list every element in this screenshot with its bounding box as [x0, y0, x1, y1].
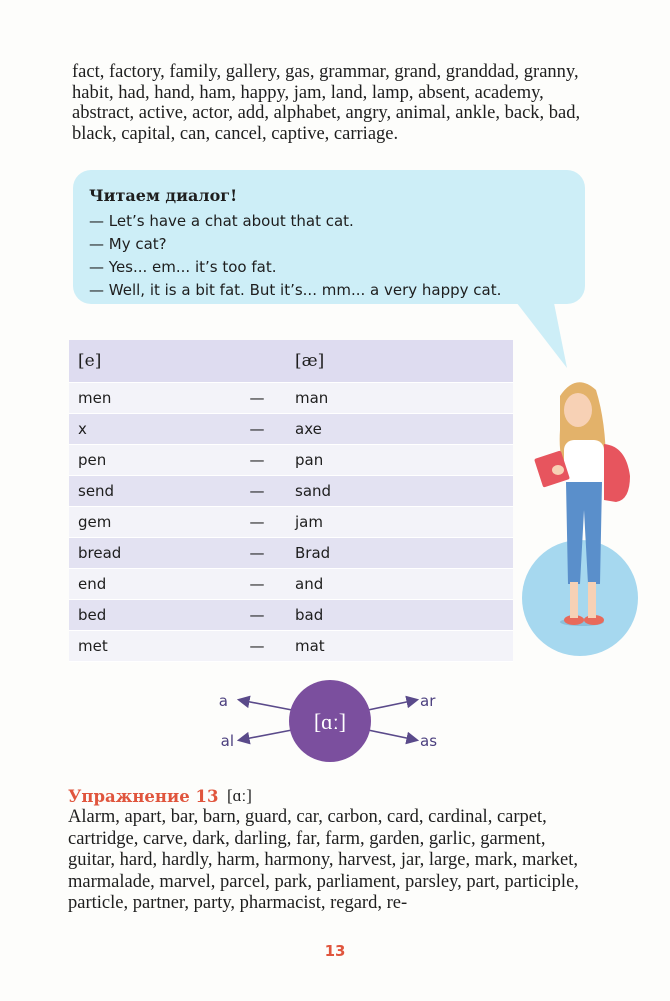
dash: — [228, 538, 286, 569]
intro-word-list: fact, factory, family, gallery, gas, grammar, grand, granddad, granny, habit, had, hand, ham, happy, jam, land, lamp, absent, academy, abstract, active, actor, add, alphabet, angry, animal, ankle, back, bad, black, capital, can, cancel, captive, carriage. [72, 62, 581, 144]
dialog-line: — Well, it is a bit fat. But it’s... mm... a very happy cat. [89, 281, 502, 299]
phoneme-table [69, 340, 513, 662]
spelling-al: al [220, 732, 234, 750]
spelling-ar: ar [420, 692, 436, 710]
dash: — [228, 631, 286, 662]
word-e: x [69, 414, 228, 445]
word-e: send [69, 476, 228, 507]
dialog-line: — Yes... em... it’s too fat. [89, 258, 277, 276]
shirt [564, 440, 604, 484]
word-e: pen [69, 445, 228, 476]
dash: — [228, 600, 286, 631]
spelling-a: a [218, 692, 228, 710]
table-header-row [69, 340, 513, 383]
word-e: men [69, 383, 228, 414]
word-ae: and [286, 569, 513, 600]
exercise-word-list: Alarm, apart, bar, barn, guard, car, carbon, card, cardinal, carpet, cartridge, carve, dark, darling, far, farm, garden, garlic, garment, guitar, hard, hardly, harm, harmony, harvest, jar, large, mark, market, marmalade, marvel, parcel, park, parliament, parsley, part, participle, particle, partner, party, pharmacist, regard, re- [68, 807, 579, 913]
word-e: end [69, 569, 228, 600]
exercise-sound-symbol: [ɑː] [227, 786, 252, 805]
word-ae: Brad [286, 538, 513, 569]
word-ae: sand [286, 476, 513, 507]
word-e: met [69, 631, 228, 662]
left-leg [570, 582, 578, 618]
center-sound: [ɑː] [313, 709, 347, 734]
arrow-to-ar [368, 700, 416, 710]
dash: — [228, 414, 286, 445]
a-sound-diagram [200, 680, 460, 776]
page-number: 13 [324, 942, 346, 960]
dash: — [228, 507, 286, 538]
arrow-to-as [368, 730, 416, 740]
word-ae: jam [286, 507, 513, 538]
dialog-bubble [73, 170, 585, 304]
word-ae: axe [286, 414, 513, 445]
spelling-as: as [420, 732, 438, 750]
dash: — [228, 569, 286, 600]
word-e: bed [69, 600, 228, 631]
word-ae: mat [286, 631, 513, 662]
table-row [69, 414, 513, 445]
dialog-title: Читаем диалог! [89, 186, 238, 205]
header-ae-sound: [æ] [286, 340, 513, 383]
arrow-to-a [240, 700, 292, 710]
table-row [69, 507, 513, 538]
table-row [69, 631, 513, 662]
face [564, 393, 592, 427]
word-e: bread [69, 538, 228, 569]
table-row [69, 569, 513, 600]
hand [552, 465, 564, 475]
girl-reading-illustration [520, 370, 640, 680]
table-row [69, 538, 513, 569]
dialog-line: — My cat? [89, 235, 167, 253]
dash: — [228, 445, 286, 476]
word-ae: bad [286, 600, 513, 631]
table-row [69, 383, 513, 414]
exercise-title: Упражнение 13 [68, 787, 219, 806]
dialog-line: — Let’s have a chat about that cat. [89, 212, 354, 230]
backpack [604, 444, 630, 502]
word-ae: man [286, 383, 513, 414]
arrow-to-al [240, 730, 292, 740]
dash: — [228, 476, 286, 507]
bubble-tail [513, 298, 573, 378]
table-row [69, 445, 513, 476]
dash: — [228, 383, 286, 414]
word-ae: pan [286, 445, 513, 476]
header-e-sound: [e] [69, 340, 228, 383]
table-row [69, 476, 513, 507]
word-e: gem [69, 507, 228, 538]
right-leg [588, 582, 596, 618]
table-row [69, 600, 513, 631]
